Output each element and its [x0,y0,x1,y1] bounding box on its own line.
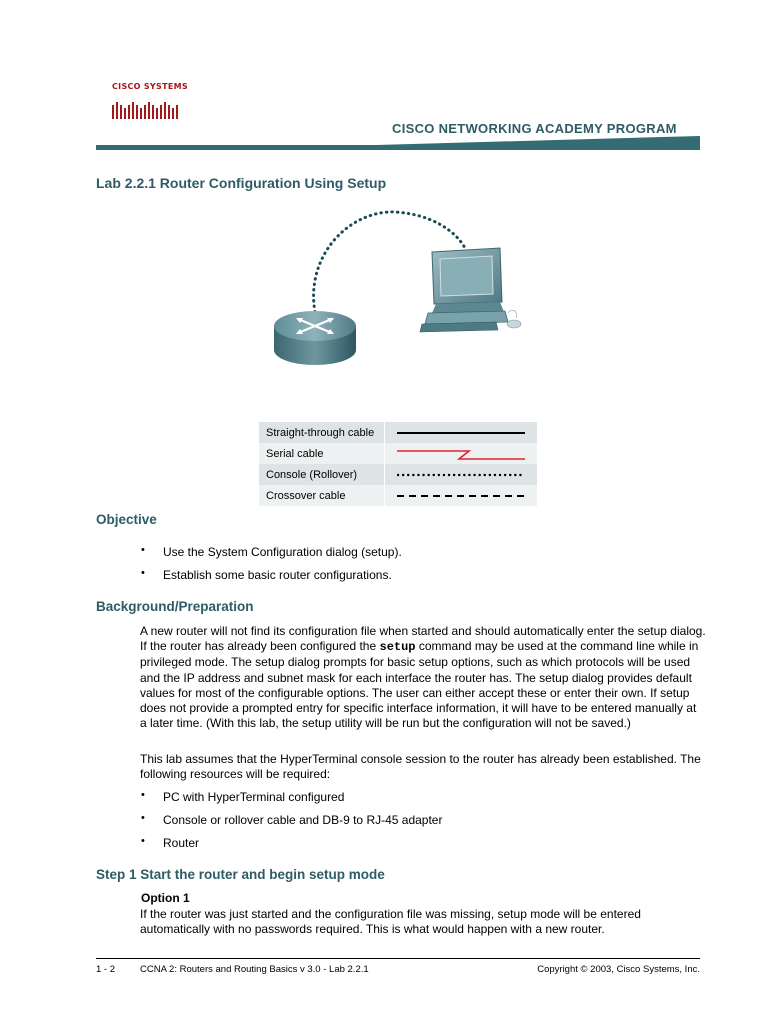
cisco-logo [111,82,188,120]
background-heading: Background/Preparation [96,599,254,614]
network-diagram [260,200,540,380]
router-icon [274,311,356,365]
straight-through-line-icon [397,430,527,436]
legend-row-serial [259,443,537,464]
copyright: Copyright © 2003, Cisco Systems, Inc. [537,964,700,975]
header-banner-bar [96,136,700,150]
program-title: CISCO NETWORKING ACADEMY PROGRAM [392,121,677,136]
option-1-text: If the router was just started and the configuration file was missing, setup mode will be entered automatically with no passwords required. This is what would happen with a new router. [140,907,641,937]
footer-divider [96,958,700,959]
legend-label: Straight-through cable [259,422,385,443]
background-paragraph-2: This lab assumes that the HyperTerminal console session to the router has already been established. The following resources will be required: [140,752,701,782]
background-paragraph-1: A new router will not find its configuration file when started and should automatically enter the setup dialog. If the router has already been configured the setup command may be used at the command line while in privileged mode. The setup dialog prompts for basic setup options, such as which protocols will be used and the IP address and subnet mask for each interface the router has. The setup dialog provides default values for most of the configurable options. The user can either accept these or enter their own. If setup does not provide a prompted entry for specific interface information, it will have to be entered manually at a later time. (With this lab, the setup utility will be run but the configuration will not be saved.) [140,624,706,731]
list-item: • Establish some basic router configurations. [141,568,402,582]
option-1-label: Option 1 [141,891,190,905]
legend-row-console [259,464,537,485]
pc-icon [420,248,521,332]
objective-heading: Objective [96,512,157,527]
cable-legend [259,422,537,506]
step1-heading: Step 1 Start the router and begin setup mode [96,867,385,882]
rollover-line-icon [397,472,527,478]
resources-list [141,790,442,850]
logo-text: CISCO SYSTEMS [112,82,188,91]
list-item: • Use the System Configuration dialog (setup). [141,545,402,559]
legend-label: Crossover cable [259,485,385,506]
objective-list [141,545,402,582]
lab-title: Lab 2.2.1 Router Configuration Using Setup [96,175,387,191]
legend-row-crossover [259,485,537,506]
list-item: • Router [141,836,442,850]
course-name: CCNA 2: Routers and Routing Basics v 3.0 - Lab 2.2.1 [140,964,369,975]
serial-line-icon [397,447,527,461]
setup-command: setup [379,640,416,655]
page-number: 1 - 2 [96,964,116,975]
legend-row-straight [259,422,537,443]
list-item: • PC with HyperTerminal configured [141,790,442,804]
list-item: • Console or rollover cable and DB-9 to RJ-45 adapter [141,813,442,827]
legend-label: Serial cable [259,443,385,464]
cisco-bridge-icon [111,93,183,119]
crossover-line-icon [397,493,527,499]
legend-label: Console (Rollover) [259,464,385,485]
